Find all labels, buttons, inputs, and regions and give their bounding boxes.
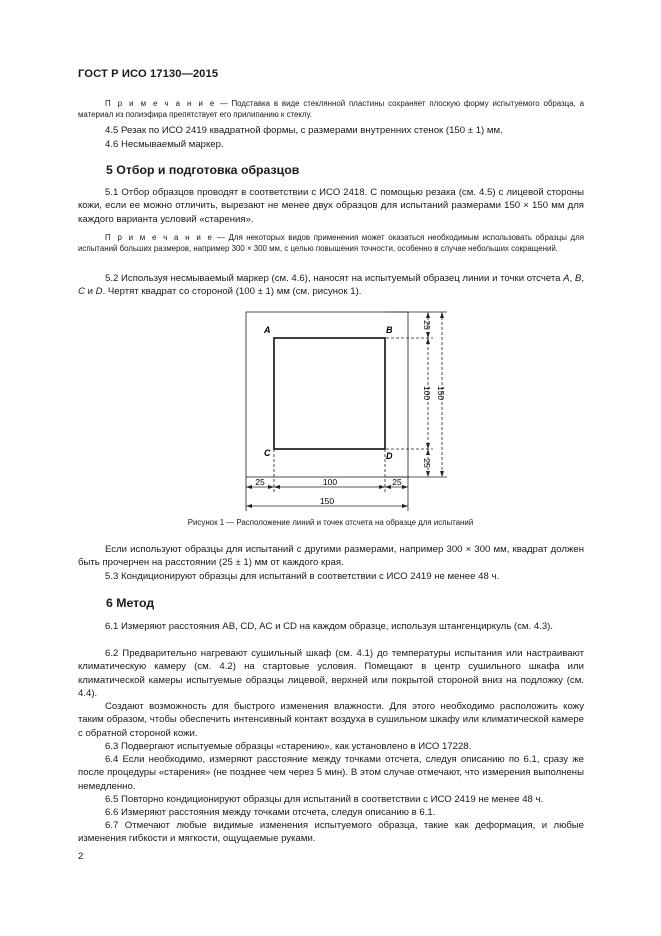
section-6-title: 6 Метод bbox=[106, 596, 155, 610]
dim-bottom-left-25: 25 bbox=[255, 477, 265, 487]
note-text: — Подставка в виде стеклянной пластины сохраняет плоскую форму испытуемого образца, а материал из полиэфира препятствует его прилипанию к стеклу. bbox=[78, 99, 584, 120]
section-5-title: 5 Отбор и подготовка образцов bbox=[106, 163, 300, 177]
point-a: A bbox=[563, 273, 570, 284]
dim-bottom-right-25-h: 25 bbox=[392, 477, 402, 487]
page-number: 2 bbox=[78, 851, 84, 862]
dim-bottom-150: 150 bbox=[319, 496, 335, 506]
separator: и bbox=[84, 286, 96, 298]
label-b: B bbox=[386, 325, 393, 335]
para-5-1: 5.1 Отбор образцов проводят в соответствии с ИСО 2418. С помощью резака (см. 4.5) с лицевой стороны кожи, если ее можно отличить, вырезают не менее двух образцов для испытаний размерами 150 × 150 мм для каждого варианта условий «старения». bbox=[78, 187, 584, 225]
item-4-5: 4.5 Резак по ИСО 2419 квадратной формы, с размерами внутренних стенок (150 ± 1) мм. bbox=[105, 125, 503, 136]
para-5-2-text-a: 5.2 Используя несмываемый маркер (см. 4.6), наносят на испытуемый образец линии и точки отсчета bbox=[105, 273, 564, 284]
label-c: C bbox=[264, 448, 271, 458]
item-4-6: 4.6 Несмываемый маркер. bbox=[105, 139, 224, 150]
dim-bottom-right-25: 25 bbox=[422, 458, 432, 468]
para-6-4: 6.4 Если необходимо, измеряют расстояние между точками отсчета, следуя описанию по 6.1, сразу же после процедуры «старения» (не позднее чем через 5 мин). В этом случае отмечают, что измерения выполнены немедленно. bbox=[78, 754, 584, 792]
figure-1-caption: Рисунок 1 — Расположение линий и точек отсчета на образце для испытаний bbox=[187, 518, 474, 527]
para-5-3: 5.3 Кондиционируют образцы для испытаний в соответствии с ИСО 2419 не менее 48 ч. bbox=[105, 571, 500, 582]
para-6-2: 6.2 Предварительно нагревают сушильный шкаф (см. 4.1) до температуры испытания или настраивают климатическую камеру (см. 4.2) на стартовые условия. Помещают в центр сушильного шкафа или климатической камеры испытуемые образцы лицевой, верхней или покрытой стороной вниз на подложку (см. 4.4). bbox=[78, 648, 584, 699]
label-a: A bbox=[264, 325, 271, 335]
para-5-2-text-b: . Чертят квадрат со стороной (100 ± 1) мм (см. рисунок 1). bbox=[102, 286, 362, 298]
dim-right-150: 150 bbox=[436, 385, 446, 401]
separator: , bbox=[569, 273, 575, 284]
dim-right-100: 100 bbox=[422, 385, 432, 401]
point-c: C bbox=[78, 286, 85, 298]
document-header: ГОСТ Р ИСО 17130—2015 bbox=[78, 68, 219, 80]
para-6-6: 6.6 Измеряют расстояния между точками отсчета, следуя описанию в 6.1. bbox=[105, 807, 436, 818]
note-label: П р и м е ч а н и е bbox=[105, 99, 216, 108]
note-text: — Для некоторых видов применения может оказаться необходимым использовать образцы для испытаний больших размеров, например 300 × 300 мм, с целью повышения точности, особенно в случае небольших сокращений. bbox=[78, 233, 584, 254]
para-6-3: 6.3 Подвергают испытуемые образцы «старению», как установлено в ИСО 17228. bbox=[105, 741, 472, 752]
para-6-2b: Создают возможность для быстрого изменения влажности. Для этого необходимо расположить кожу таким образом, чтобы обеспечить интенсивный контакт воздуха в сушильном шкафу или климатической камере с обратной стороной кожи. bbox=[78, 701, 584, 739]
note-label: П р и м е ч а н и е bbox=[105, 233, 214, 242]
point-b: B bbox=[574, 273, 582, 284]
point-d: D bbox=[95, 286, 103, 298]
dim-top-25: 25 bbox=[422, 320, 432, 330]
separator: , bbox=[581, 273, 584, 284]
inner-square bbox=[274, 338, 385, 449]
label-d: D bbox=[386, 451, 393, 461]
para-6-7: 6.7 Отмечают любые видимые изменения испытуемого образца, такие как деформация, и любые изменения гибкости и мягкости, ощущаемые руками. bbox=[78, 820, 584, 845]
para-6-5: 6.5 Повторно кондиционируют образцы для испытаний в соответствии с ИСО 2419 не менее 48 ч. bbox=[105, 794, 544, 805]
para-after-figure: Если используют образцы для испытаний с другими размерами, например 300 × 300 мм, квадрат должен быть прочерчен на расстоянии (25 ± 1) мм от каждого края. bbox=[78, 544, 584, 569]
dim-bottom-100: 100 bbox=[322, 477, 338, 487]
para-6-1: 6.1 Измеряют расстояния AB, CD, AC и CD на каждом образце, используя штангенциркуль (см. 4.3). bbox=[105, 621, 554, 632]
